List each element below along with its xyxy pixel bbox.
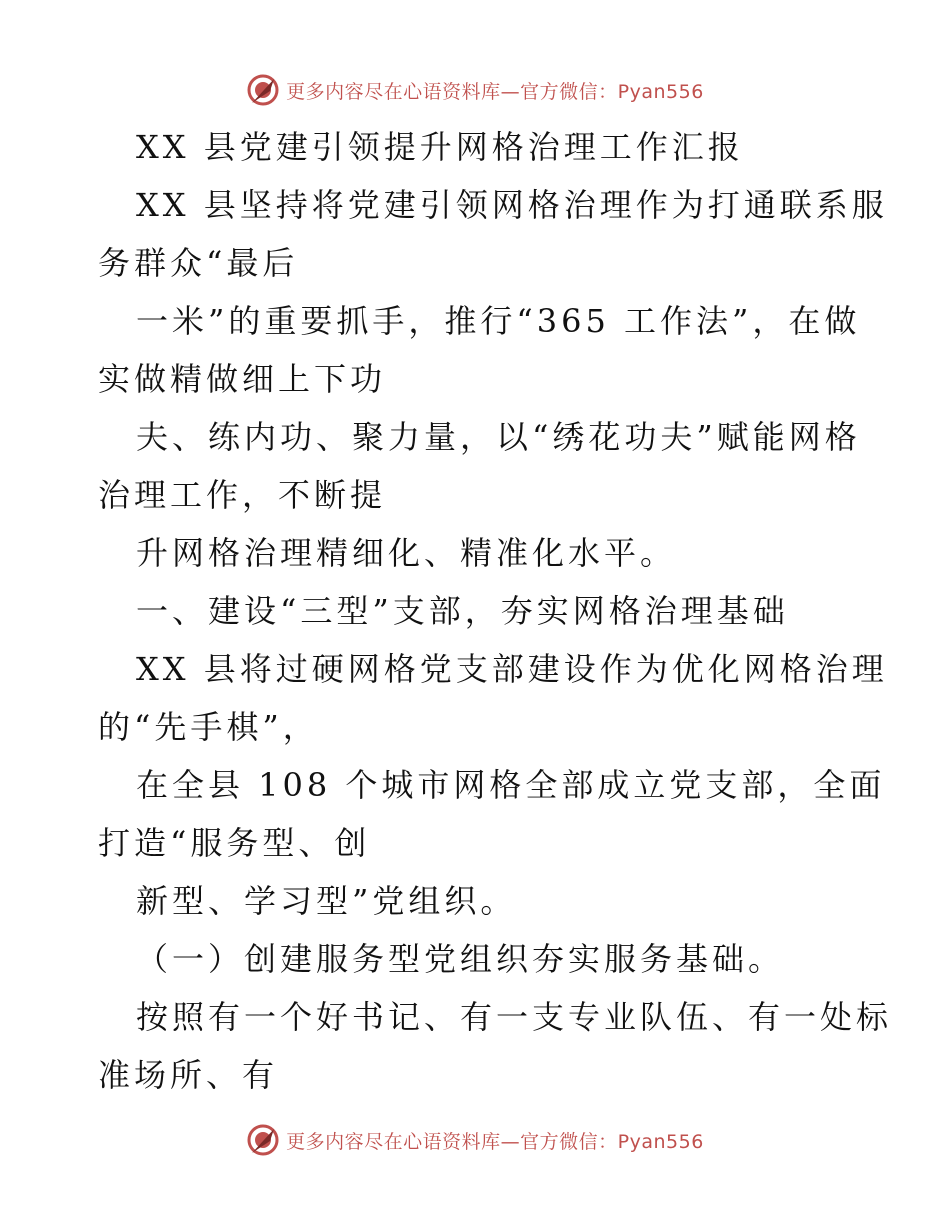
footer-watermark: [0, 1120, 950, 1160]
paragraph-line: 新型、学习型”党组织。: [136, 882, 517, 920]
paragraph-line: 在全县 108 个城市网格全部成立党支部，全面: [136, 766, 886, 804]
subsection-heading: （一）创建服务型党组织夯实服务基础。: [136, 940, 785, 978]
paragraph-line: 升网格治理精细化、精准化水平。: [136, 534, 677, 572]
paragraph-line: 打造“服务型、创: [98, 824, 371, 862]
paragraph-line: 治理工作，不断提: [98, 476, 387, 514]
paragraph-line: XX 县将过硬网格党支部建设作为优化网格治理: [136, 650, 888, 688]
paragraph-line: 实做精做细上下功: [98, 360, 387, 398]
paragraph-line: XX 县坚持将党建引领网格治理作为打通联系服: [136, 186, 888, 224]
watermark-text: 更多内容尽在心语资料库—官方微信：Pyan556: [286, 1130, 704, 1153]
paragraph-line: 按照有一个好书记、有一支专业队伍、有一处标: [136, 998, 893, 1036]
quill-circle-logo-icon: [246, 73, 280, 107]
paragraph-line: 的“先手棋”，: [98, 708, 319, 746]
section-heading: 一、建设“三型”支部，夯实网格治理基础: [136, 592, 789, 630]
document-body: [98, 118, 893, 1104]
document-title: XX 县党建引领提升网格治理工作汇报: [136, 128, 744, 166]
paragraph-line: 一米”的重要抓手，推行“365 工作法”，在做: [136, 302, 861, 340]
watermark-text: 更多内容尽在心语资料库—官方微信：Pyan556: [286, 80, 704, 103]
paragraph-line: 务群众“最后: [98, 244, 299, 282]
quill-circle-logo-icon: [246, 1123, 280, 1157]
paragraph-line: 准场所、有: [98, 1056, 279, 1094]
header-watermark: [0, 70, 950, 110]
paragraph-line: 夫、练内功、聚力量，以“绣花功夫”赋能网格: [136, 418, 861, 456]
